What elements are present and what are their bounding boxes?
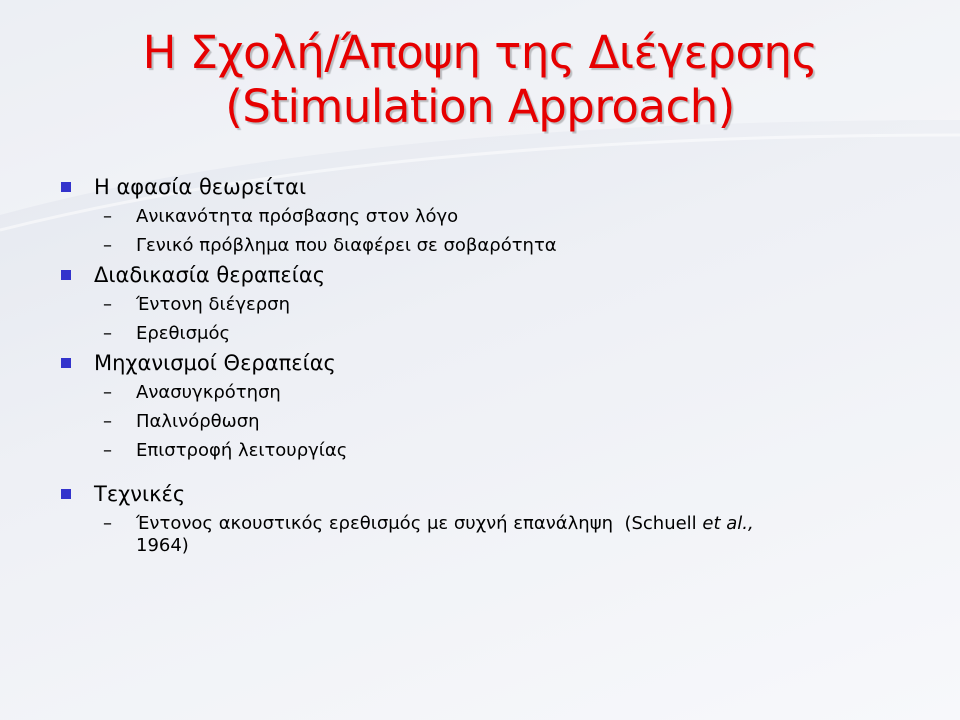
- sub-bullet-text: Ανικανότητα πρόσβασης στον λόγο: [136, 206, 459, 227]
- bullet-item: [58, 172, 918, 202]
- citation-year: 1964): [136, 535, 189, 556]
- dash-marker: –: [103, 294, 112, 315]
- square-bullet-icon: [61, 182, 71, 192]
- bullet-item: [58, 260, 918, 290]
- dash-marker: –: [103, 513, 112, 534]
- sub-bullet-item: [58, 290, 918, 319]
- dash-marker: –: [103, 206, 112, 227]
- sub-bullet-text: Γενικό πρόβλημα που διαφέρει σε σοβαρότητα: [136, 235, 557, 256]
- dash-marker: –: [103, 235, 112, 256]
- sub-bullet-item: [58, 436, 918, 465]
- square-bullet-icon: [61, 489, 71, 499]
- bullet-text: Μηχανισμοί Θεραπείας: [94, 351, 336, 375]
- sub-bullet-text: Έντονος ακουστικός ερεθισμός με συχνή επανάληψη: [136, 513, 613, 534]
- sub-bullet-item: [58, 202, 918, 231]
- sub-bullet-item: [58, 378, 918, 407]
- title-line-2: (Stimulation Approach): [225, 80, 735, 133]
- bullet-item: [58, 479, 918, 509]
- sub-bullet-text: Επιστροφή λειτουργίας: [136, 440, 348, 461]
- sub-bullet-text: Έντονη διέγερση: [136, 294, 290, 315]
- sub-bullet-item: [58, 231, 918, 260]
- dash-marker: –: [103, 411, 112, 432]
- square-bullet-icon: [61, 270, 71, 280]
- title-line-1: Η Σχολή/Άποψη της Διέγερσης: [142, 26, 818, 79]
- sub-bullet-text: Ανασυγκρότηση: [136, 382, 281, 403]
- bullet-text: Η αφασία θεωρείται: [94, 175, 307, 199]
- bullet-text: Διαδικασία θεραπείας: [94, 263, 326, 287]
- sub-bullet-item: [58, 509, 918, 557]
- dash-marker: –: [103, 440, 112, 461]
- sub-bullet-text: Παλινόρθωση: [136, 411, 260, 432]
- dash-marker: –: [103, 323, 112, 344]
- citation-author: (Schuell: [624, 513, 703, 534]
- square-bullet-icon: [61, 358, 71, 368]
- sub-bullet-text: Ερεθισμός: [136, 323, 231, 344]
- sub-bullet-item: [58, 407, 918, 436]
- dash-marker: –: [103, 382, 112, 403]
- spacer: [58, 465, 918, 479]
- sub-bullet-item: [58, 319, 918, 348]
- citation-et-al: et al.,: [702, 513, 754, 534]
- bullet-text: Τεχνικές: [94, 482, 186, 506]
- bullet-item: [58, 348, 918, 378]
- slide-title: [0, 26, 960, 134]
- bullet-list: [58, 172, 918, 557]
